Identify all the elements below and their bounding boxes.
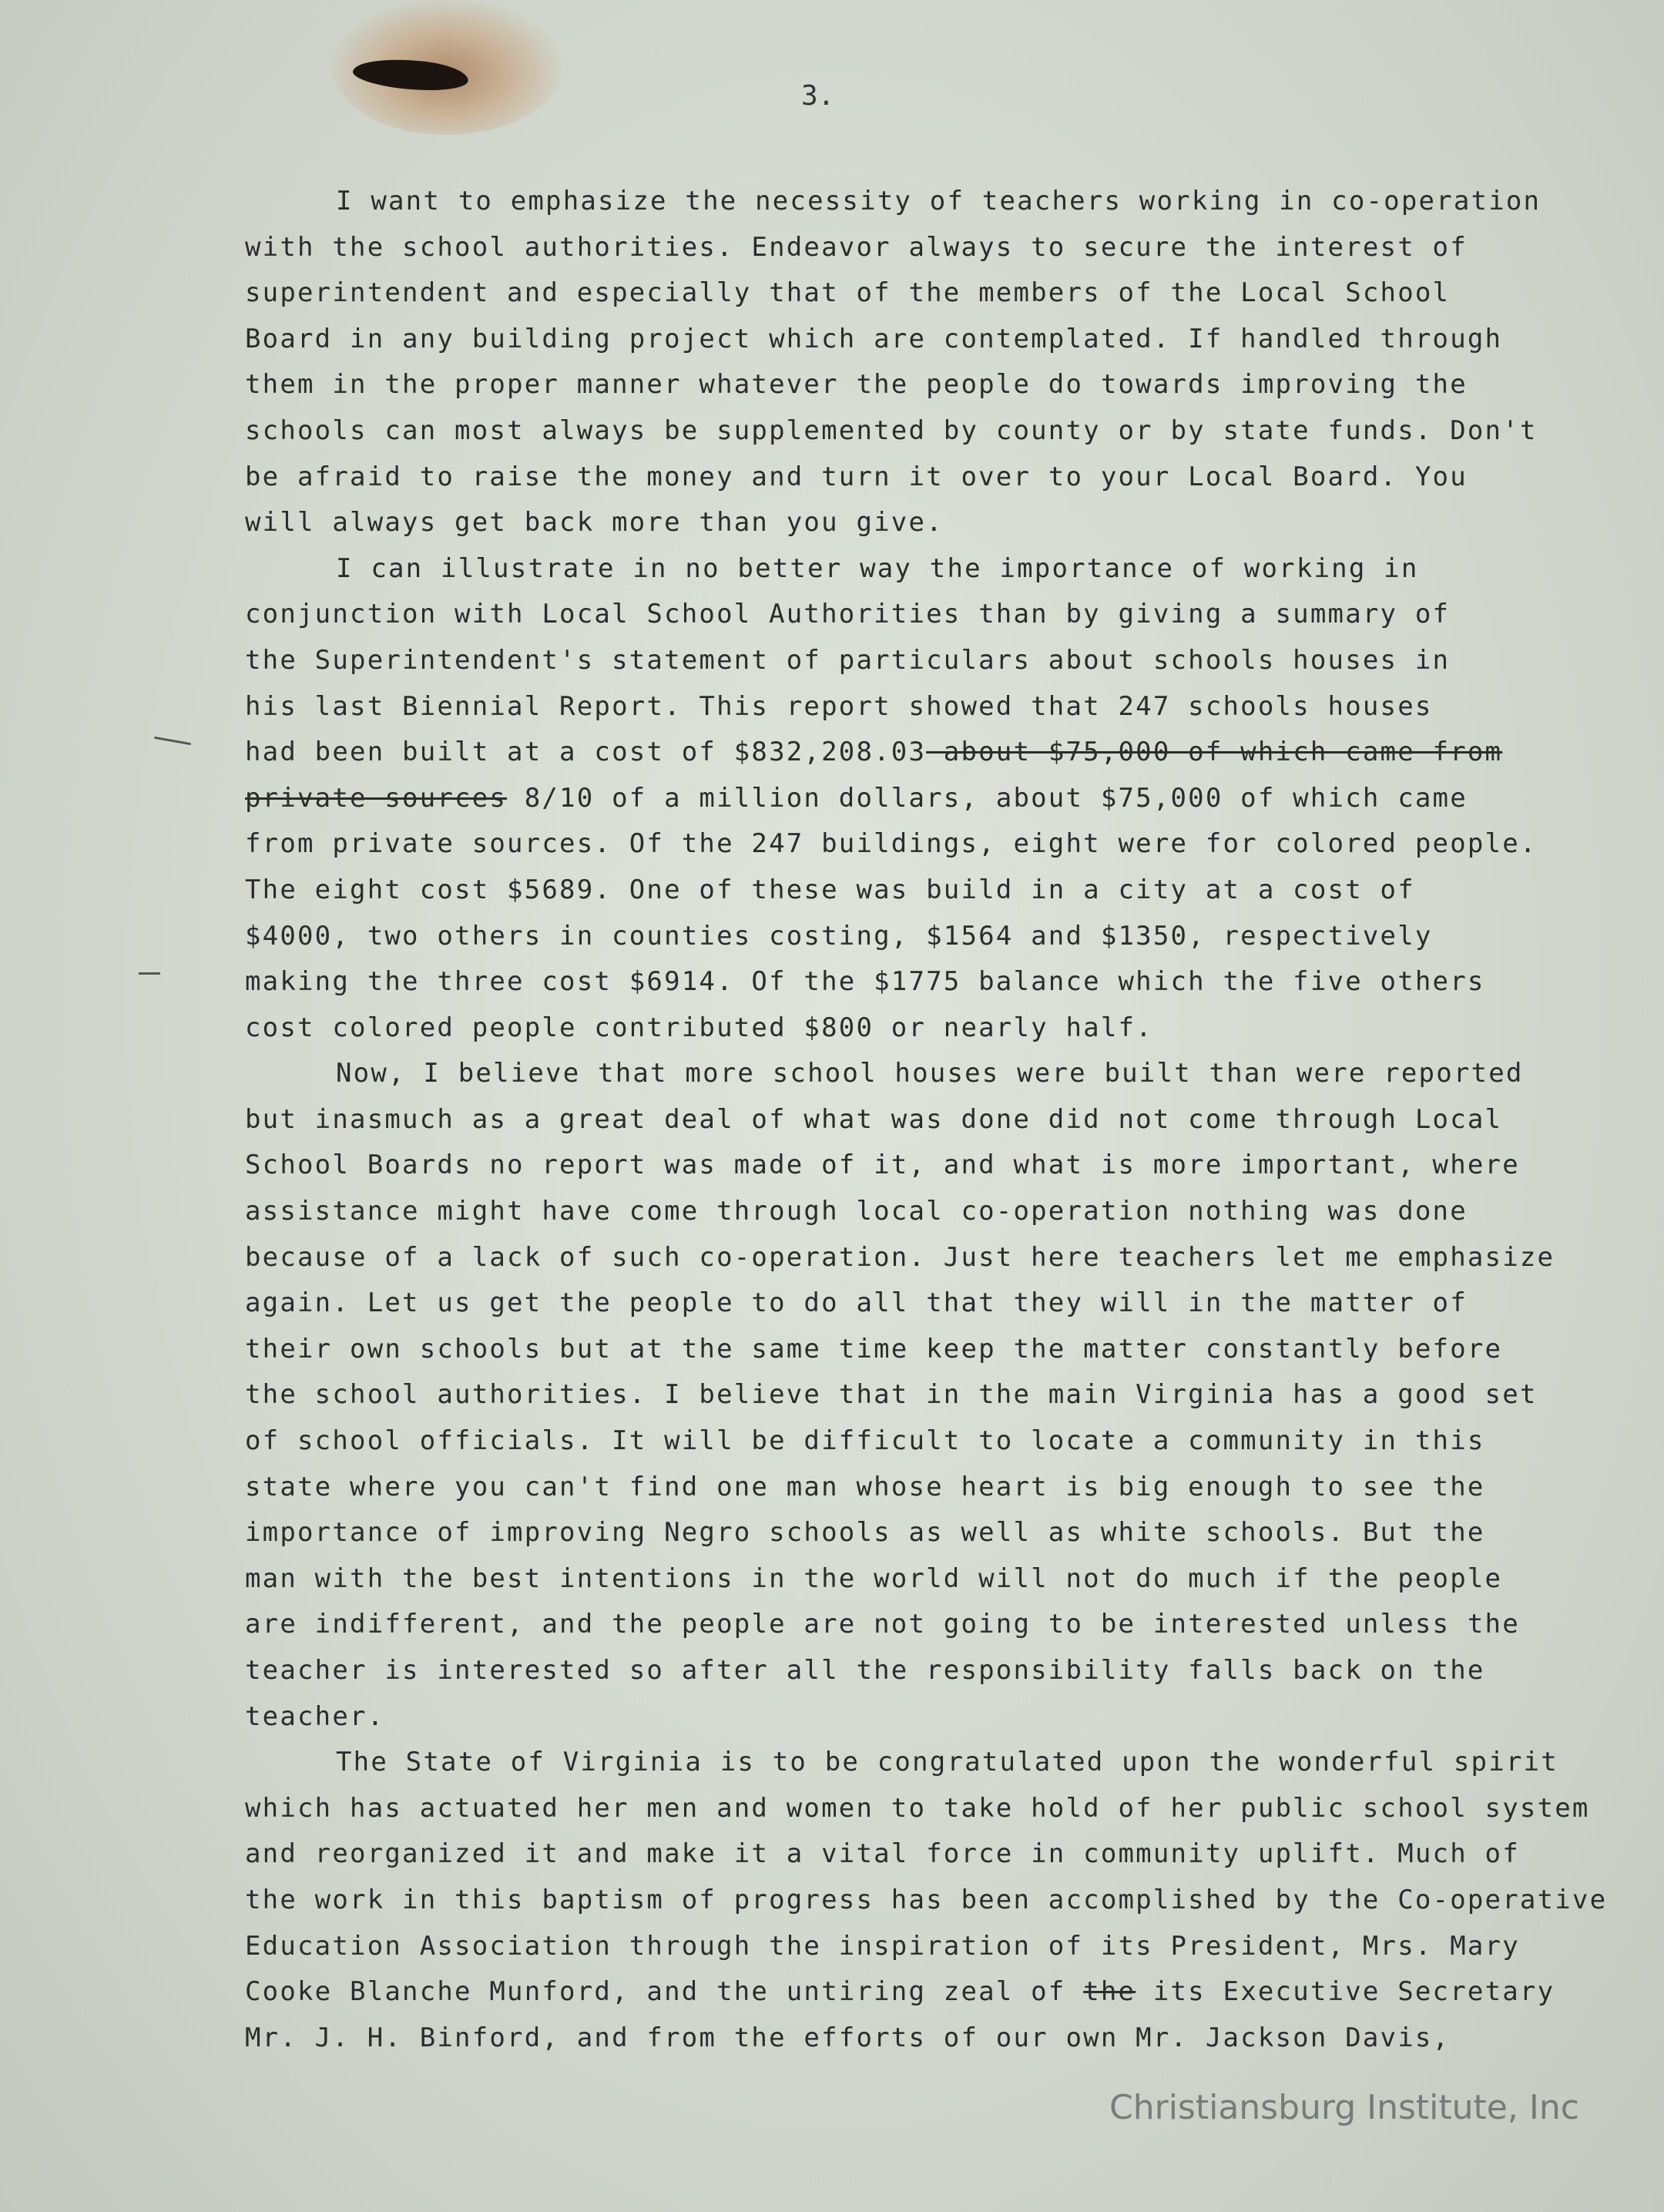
line-text: Cooke Blanche Munford, and the untiring zeal of xyxy=(245,1976,1084,2008)
text-line xyxy=(245,1924,1655,1970)
line-text: will always get back more than you give. xyxy=(245,507,944,539)
text-line xyxy=(245,776,1655,822)
text-line xyxy=(245,1097,1655,1143)
text-line xyxy=(245,1740,1655,1786)
line-text: man with the best intentions in the world will not do much if the people xyxy=(245,1562,1503,1594)
line-text: of school officials. It will be difficult to locate a community in this xyxy=(245,1425,1485,1457)
line-text: state where you can't find one man whose heart is big enough to see the xyxy=(245,1471,1485,1502)
line-text: School Boards no report was made of it, and what is more important, where xyxy=(245,1150,1520,1181)
text-line xyxy=(245,225,1655,271)
text-line xyxy=(245,1418,1655,1465)
line-text: with the school authorities. Endeavor always to secure the interest of xyxy=(245,231,1468,263)
line-text: the school authorities. I believe that in the main Virginia has a good set xyxy=(245,1379,1538,1411)
line-text: Now, I believe that more school houses were built than were reported xyxy=(336,1058,1524,1089)
text-line xyxy=(245,500,1655,546)
line-text: The State of Virginia is to be congratulated upon the wonderful spirit xyxy=(336,1747,1558,1778)
text-line xyxy=(245,1235,1655,1281)
text-line xyxy=(245,2016,1655,2062)
line-text: making the three cost $6914. Of the $1775 balance which the five others xyxy=(245,966,1485,998)
line-text: the Superintendent's statement of particulars about schools houses in xyxy=(245,644,1451,676)
struck-text: private sources xyxy=(245,782,508,814)
line-text: assistance might have come through local co-operation nothing was done xyxy=(245,1196,1468,1227)
line-text: them in the proper manner whatever the people do towards improving the xyxy=(245,369,1468,401)
text-line xyxy=(245,1465,1655,1511)
line-text: superintendent and especially that of the members of the Local School xyxy=(245,277,1451,309)
text-line xyxy=(245,1602,1655,1648)
text-line xyxy=(245,546,1655,592)
text-line xyxy=(245,1786,1655,1832)
line-suffix: its Executive Secretary xyxy=(1136,1976,1555,2008)
line-text: from private sources. Of the 247 buildings, eight were for colored people. xyxy=(245,828,1538,860)
line-text: again. Let us get the people to do all that they will in the matter of xyxy=(245,1287,1468,1319)
line-text: because of a lack of such co-operation. Just here teachers let me emphasize xyxy=(245,1241,1555,1273)
text-line xyxy=(245,821,1655,868)
line-text: his last Biennial Report. This report showed that 247 schools houses xyxy=(245,690,1433,722)
line-text: the work in this baptism of progress has been accomplished by the Co-operative xyxy=(245,1884,1608,1915)
page-number: 3. xyxy=(801,80,835,112)
line-text: importance of improving Negro schools as well as white schools. But the xyxy=(245,1517,1485,1549)
line-text: their own schools but at the same time keep the matter constantly before xyxy=(245,1333,1503,1364)
line-text: be afraid to raise the money and turn it over to your Local Board. You xyxy=(245,461,1468,492)
line-text: but inasmuch as a great deal of what was done did not come through Local xyxy=(245,1103,1503,1135)
text-line xyxy=(245,684,1655,730)
watermark: Christiansburg Institute, Inc xyxy=(1109,2088,1579,2127)
line-text: conjunction with Local School Authorities than by giving a summary of xyxy=(245,599,1451,630)
text-line xyxy=(245,1510,1655,1556)
text-line xyxy=(245,1878,1655,1924)
line-text: I want to emphasize the necessity of teachers working in co-operation xyxy=(336,186,1542,217)
text-line xyxy=(245,1648,1655,1694)
text-line xyxy=(245,362,1655,408)
text-line xyxy=(245,1189,1655,1235)
line-text: 8/10 of a million dollars, about $75,000 of which came xyxy=(507,782,1468,814)
line-text: Mr. J. H. Binford, and from the efforts of our own Mr. Jackson Davis, xyxy=(245,2022,1451,2053)
text-line xyxy=(245,1327,1655,1373)
line-text: which has actuated her men and women to take hold of her public school system xyxy=(245,1792,1590,1824)
text-line xyxy=(245,317,1655,363)
text-line xyxy=(245,638,1655,684)
letter-body xyxy=(245,179,1655,2061)
line-text: $4000, two others in counties costing, $1564 and $1350, respectively xyxy=(245,920,1433,952)
text-line xyxy=(245,1556,1655,1603)
line-text: and reorganized it and make it a vital force in community uplift. Much of xyxy=(245,1838,1520,1870)
text-line xyxy=(245,179,1655,225)
text-line xyxy=(245,959,1655,1005)
text-line xyxy=(245,1005,1655,1052)
text-line xyxy=(245,868,1655,914)
line-text: had been built at a cost of $832,208.03 xyxy=(245,737,927,768)
text-line xyxy=(245,1969,1655,2016)
text-line xyxy=(245,1372,1655,1418)
text-line xyxy=(245,1831,1655,1878)
line-text: schools can most always be supplemented by county or by state funds. Don't xyxy=(245,415,1538,446)
line-text: I can illustrate in no better way the importance of working in xyxy=(336,552,1419,584)
text-line xyxy=(245,1143,1655,1189)
struck-text: the xyxy=(1083,1976,1136,2008)
text-line xyxy=(245,1051,1655,1097)
text-line xyxy=(245,270,1655,317)
text-line xyxy=(245,730,1655,776)
text-line xyxy=(245,592,1655,638)
text-line xyxy=(245,914,1655,960)
struck-text: about $75,000 of which came from xyxy=(926,737,1503,768)
text-line xyxy=(245,455,1655,501)
line-text: teacher is interested so after all the responsibility falls back on the xyxy=(245,1655,1485,1686)
text-line xyxy=(245,1694,1655,1740)
line-text: Education Association through the inspiration of its President, Mrs. Mary xyxy=(245,1930,1520,1962)
line-text: cost colored people contributed $800 or nearly half. xyxy=(245,1012,1153,1043)
text-line xyxy=(245,408,1655,455)
line-text: are indifferent, and the people are not going to be interested unless the xyxy=(245,1609,1520,1640)
line-text: The eight cost $5689. One of these was build in a city at a cost of xyxy=(245,874,1415,905)
margin-mark xyxy=(139,972,160,975)
line-text: Board in any building project which are contemplated. If handled through xyxy=(245,323,1503,354)
text-line xyxy=(245,1281,1655,1327)
line-text: teacher. xyxy=(245,1700,385,1732)
